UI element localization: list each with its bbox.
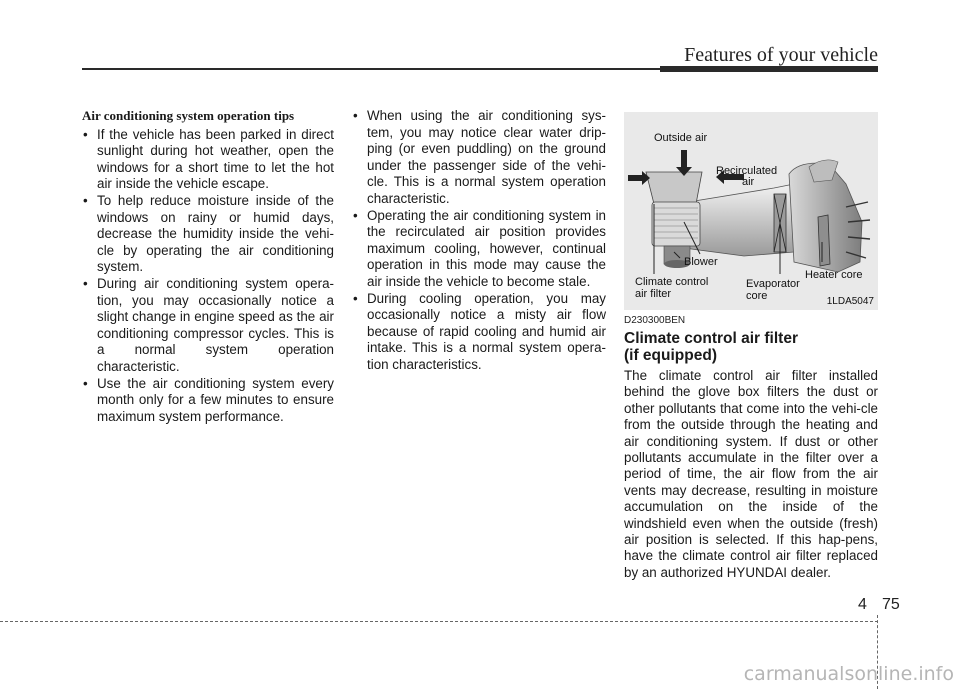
left-column: [82, 108, 334, 425]
heater-core-label: Heater core: [805, 269, 863, 281]
footer-rule: [0, 621, 878, 622]
air-filter-label-line2: air filter: [635, 288, 672, 300]
list-item: • If the vehicle has been parked in direct sunlight during hot weather, open the windows for a short time to let the hot air inside the vehicle escape.: [82, 127, 334, 193]
evaporator-core-label-line2: core: [746, 290, 768, 302]
list-item: • To help reduce moisture inside of the windows on rainy or humid days, decrease the humidity inside the vehi-cle by operating the air conditioning system.: [82, 193, 334, 276]
watermark: carmanualsonline.info: [743, 663, 954, 685]
heading-line: (if equipped): [624, 347, 717, 364]
page-number: 75: [882, 596, 900, 613]
heading-line: Climate control air filter: [624, 330, 798, 347]
chapter-number: 4: [858, 596, 867, 613]
blower-label: Blower: [684, 256, 718, 268]
air-filter-label-line1: Climate control: [635, 276, 709, 288]
document-code: D230300BEN: [624, 315, 686, 326]
list-item: • Operating the air conditioning system in the recirculated air position provides maximum cooling, however, continual operation in this mode may cause the air inside the vehicle to become stale.: [352, 208, 606, 291]
page-header-title: Features of your vehicle: [684, 44, 878, 66]
header-rule-accent: [660, 66, 878, 72]
recirculated-air-label-line2: air: [742, 176, 755, 188]
hvac-diagram: [624, 112, 878, 310]
tips-list-continued: [352, 108, 606, 374]
figure-code: 1LDA5047: [826, 296, 874, 307]
evaporator-core-label-line1: Evaporator: [746, 278, 800, 290]
outside-air-label: Outside air: [654, 132, 708, 144]
air-filter-paragraph: The climate control air filter installed behind the glove box filters the dust or other pollutants that come into the vehi-cle from the outside through the heating and air conditioning system. If dust or other pollutants accumulate in the filter over a period of time, the air flow from the air vents may decrease, resulting in moisture accumulation on the inside of the windshield even when the outside (fresh) air position is selected. If this hap-pens, have the climate control air filter replaced by an authorized HYUNDAI dealer.: [624, 368, 878, 580]
section-heading: Air conditioning system operation tips: [82, 108, 295, 123]
tips-list: [82, 127, 334, 426]
recirculated-air-label-line1: Recirculated: [716, 165, 778, 177]
section-heading-air-filter: [624, 330, 878, 364]
middle-column: [352, 108, 606, 374]
list-item: • During cooling operation, you may occasionally notice a misty air flow because of rapid cooling and humid air intake. This is a normal system opera-tion characteristics.: [352, 291, 606, 374]
list-item: • Use the air conditioning system every month only for a few minutes to ensure maximum system performance.: [82, 376, 334, 426]
list-item: • When using the air conditioning sys-tem, you may notice clear water drip-ping (or even puddling) on the ground under the passenger side of the vehi-cle. This is a normal system operation characteristic.: [352, 108, 606, 208]
list-item: • During air conditioning system opera-tion, you may occasionally notice a slight change in engine speed as the air conditioning compressor cycles. This is a normal system operation characteristic.: [82, 276, 334, 376]
